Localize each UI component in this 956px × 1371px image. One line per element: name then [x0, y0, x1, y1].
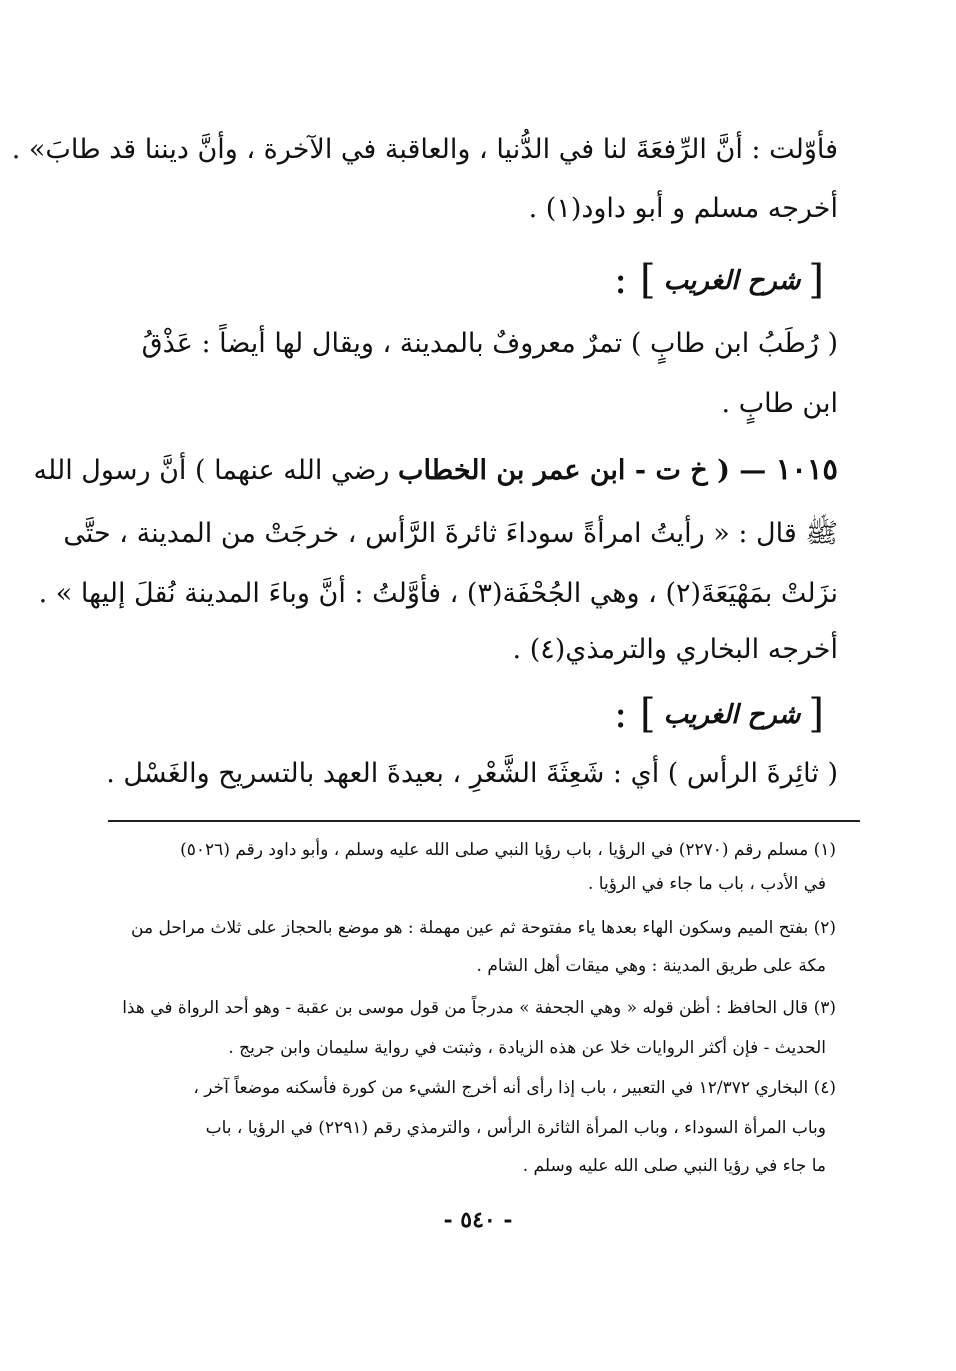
footnote-line: (٢) بفتح الميم وسكون الهاء بعدها ياء مفتوحة ثم عين مهملة : هو موضع بالحجاز على ثلاث مراحل من — [131, 918, 836, 938]
bracket-close: ] : — [613, 691, 656, 737]
footnote-line: الحديث - فإن أكثر الروايات خلا عن هذه الزيادة ، وثبتت في رواية سليمان وابن جريج . — [228, 1038, 826, 1058]
hadith-line-1-rest: رضي الله عنهما ) أنَّ رسول الله — [33, 455, 390, 486]
footnote-line: (٣) قال الحافظ : أظن قوله « وهي الجحفة » مدرجاً من قول موسى بن عقبة - وهو أحد الرواة في هذا — [122, 998, 836, 1018]
gharib-heading-2 — [614, 692, 824, 737]
footnote-separator — [108, 820, 860, 822]
hadith-heading-line — [33, 447, 838, 493]
gharib-label: شرح الغريب — [663, 700, 801, 730]
footnote-line: مكة على طريق المدينة : وهي ميقات أهل الشام . — [476, 956, 826, 976]
bracket-close: ] : — [613, 257, 656, 303]
hadith-line-4: أخرجه البخاري والترمذي(٤) . — [512, 634, 838, 665]
page-number: - ٥٤٠ - — [443, 1207, 513, 1233]
footnote-line: (١) مسلم رقم (٢٢٧٠) في الرؤيا ، باب رؤيا النبي صلى الله عليه وسلم ، وأبو داود رقم (٥٠٢٦) — [180, 840, 836, 860]
gharib-heading-1 — [614, 258, 824, 303]
explanation-1-line-2: ابن طابٍ . — [721, 388, 838, 419]
hadith-source: ( خ ت - ابن عمر بن الخطاب — [398, 455, 730, 486]
hadith-number: ١٠١٥ — ( خ ت - ابن عمر بن الخطاب — [398, 452, 838, 486]
bracket-open: [ — [808, 257, 824, 303]
footnote-line: في الأدب ، باب ما جاء في الرؤيا . — [588, 874, 826, 894]
footnote-line: (٤) البخاري ١٢/٣٧٢ في التعبير ، باب إذا رأى أنه أخرج الشيء من كورة فأسكنه موضعاً آخر ، — [193, 1078, 836, 1098]
hadith-line-2: ﷺ قال : « رأيتُ امرأةً سوداءَ ثائرةَ الرَّأس ، خرجَتْ من المدينة ، حتَّى — [63, 518, 838, 549]
bracket-open: [ — [808, 691, 824, 737]
text-line-1: فأوّلت : أنَّ الرِّفعَةَ لنا في الدُّنيا ، والعاقبة في الآخرة ، وأنَّ ديننا قد طابَ» . — [11, 134, 838, 165]
explanation-2: ( ثائِرةَ الرأس ) أي : شَعِثَةَ الشَّعْرِ ، بعيدةَ العهد بالتسريح والغَسْل . — [106, 758, 838, 789]
footnote-line: وباب المرأة السوداء ، وباب المرأة الثائرة الرأس ، والترمذي رقم (٢٢٩١) في الرؤيا ، باب — [205, 1118, 826, 1138]
footnote-line: ما جاء في رؤيا النبي صلى الله عليه وسلم . — [522, 1156, 826, 1176]
hadith-line-3: نزَلتْ بمَهْيَعَةَ(٢) ، وهي الجُحْفَة(٣) ، فأوَّلتُ : أنَّ وباءَ المدينة نُقلَ إليها » . — [38, 578, 838, 609]
text-line-2: أخرجه مسلم و أبو داود(١) . — [528, 193, 838, 224]
gharib-label: شرح الغريب — [663, 266, 801, 296]
explanation-1-line-1: ( رُطَبُ ابن طابٍ ) تمرٌ معروفٌ بالمدينة ، ويقال لها أيضاً : عَذْقُ — [141, 328, 838, 359]
